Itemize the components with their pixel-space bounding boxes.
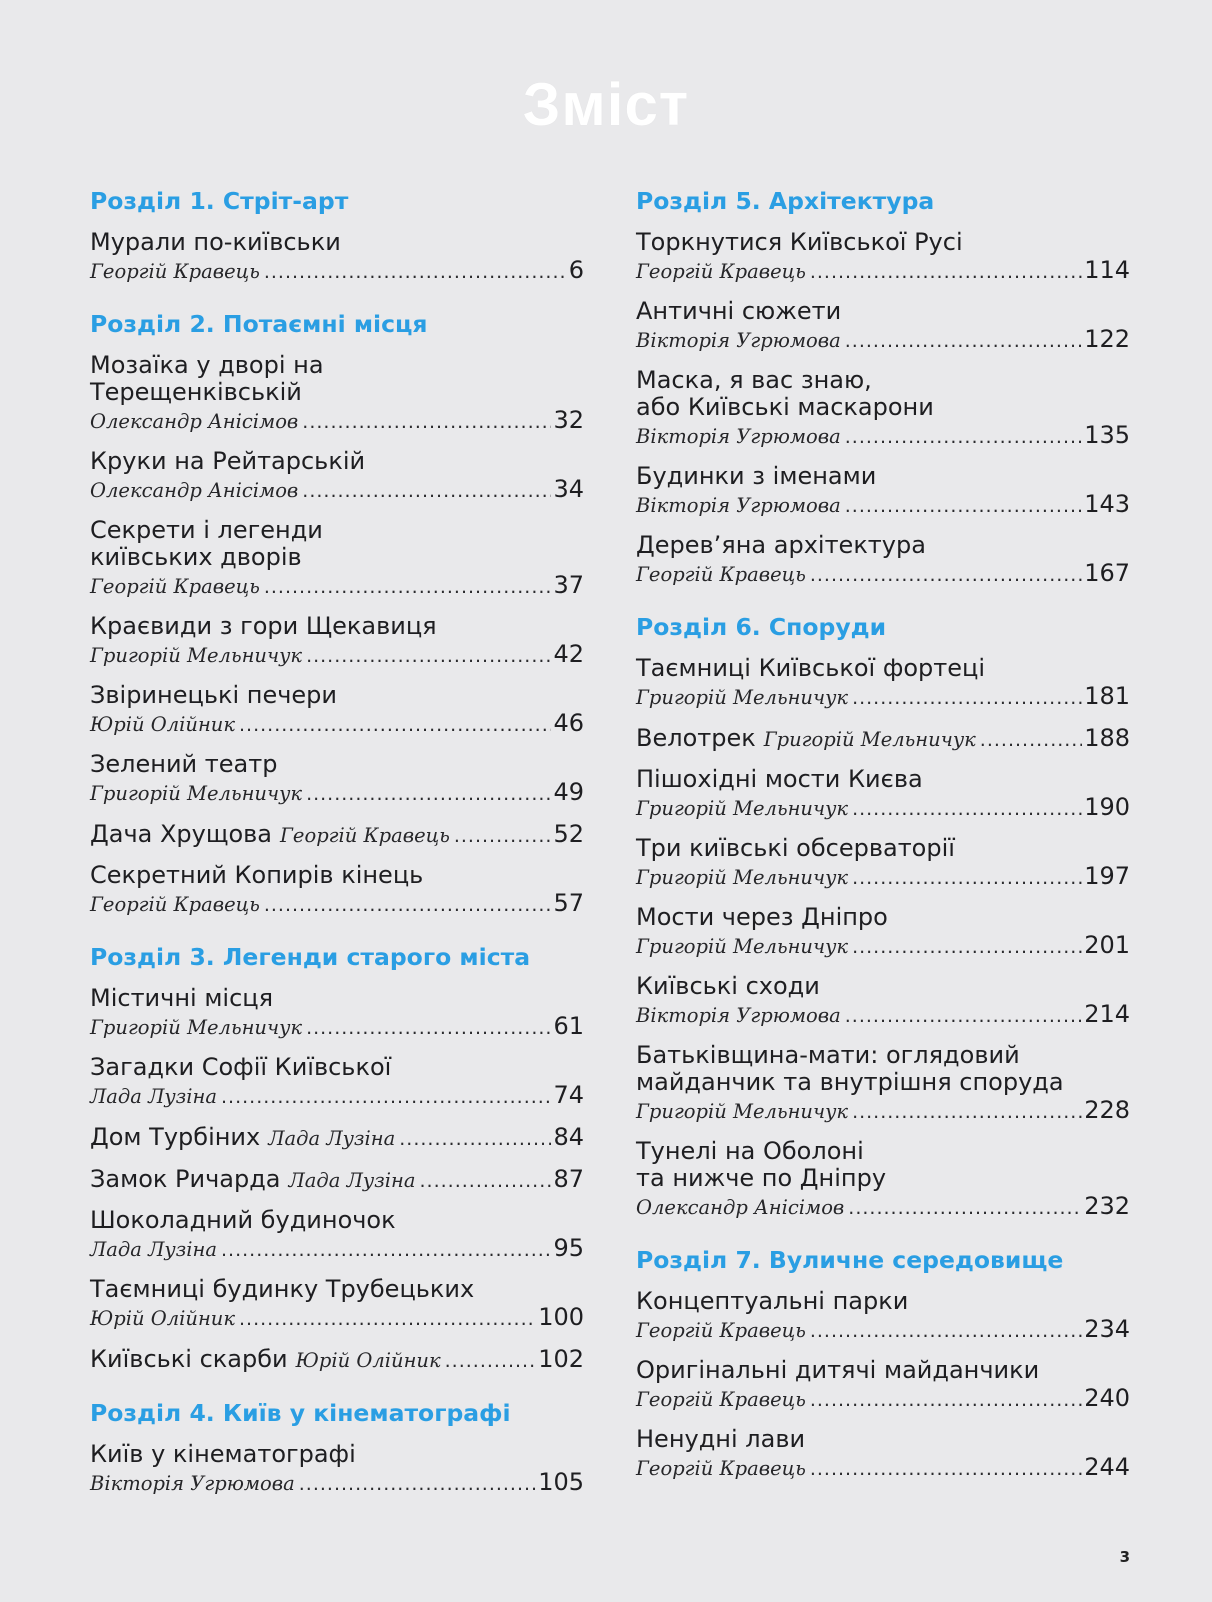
entry-line <box>636 931 1130 961</box>
entry-author: Лада Лузіна <box>288 1169 416 1192</box>
section-heading[interactable]: Розділ 2. Потаємні місця <box>90 310 428 338</box>
dot-leader <box>302 408 551 436</box>
entry-author: Георгій Кравець <box>90 575 260 598</box>
dot-leader <box>852 933 1082 961</box>
entry-author: Григорій Мельничук <box>636 935 849 958</box>
entry-title: Античні сюжети <box>636 297 842 325</box>
toc-entry[interactable] <box>90 985 584 1042</box>
entry-line <box>636 1096 1130 1126</box>
toc-entry[interactable] <box>90 1123 584 1153</box>
entry-author: Вікторія Угрюмова <box>90 1472 295 1495</box>
entry-page-number: 87 <box>553 1165 584 1193</box>
toc-entry[interactable] <box>636 367 1130 451</box>
entry-title: Замок Ричарда <box>90 1165 281 1193</box>
dot-leader <box>239 1305 536 1333</box>
entry-line <box>90 406 584 436</box>
toc-section <box>90 185 584 286</box>
dot-leader <box>239 711 551 739</box>
entry-line <box>636 490 1130 520</box>
toc-entry[interactable] <box>90 352 584 436</box>
entry-line <box>636 1384 1130 1414</box>
entry-page-number: 105 <box>538 1468 584 1496</box>
toc-entry[interactable] <box>90 1276 584 1333</box>
toc-section <box>90 308 584 919</box>
toc-entry[interactable] <box>90 448 584 505</box>
entry-author: Юрій Олійник <box>90 713 235 736</box>
section-heading[interactable]: Розділ 1. Стріт-арт <box>90 187 349 215</box>
dot-leader <box>980 726 1082 754</box>
entry-title: Мозаїка у дворі на Терещенківській <box>90 351 324 406</box>
entry-page-number: 100 <box>538 1303 584 1331</box>
dot-leader <box>852 684 1082 712</box>
toc-entry[interactable] <box>90 517 584 601</box>
entry-page-number: 197 <box>1084 862 1130 890</box>
entry-title: Маска, я вас знаю, або Київські маскарони <box>636 366 934 421</box>
entry-page-number: 74 <box>553 1081 584 1109</box>
entry-page-number: 143 <box>1084 490 1130 518</box>
entry-author: Григорій Мельничук <box>636 1100 849 1123</box>
entry-page-number: 6 <box>568 256 584 284</box>
entry-title: Мурали по-київськи <box>90 228 341 256</box>
entry-title: Пішохідні мости Києва <box>636 765 923 793</box>
entry-title: Велотрек <box>636 724 756 752</box>
entry-line <box>636 1000 1130 1030</box>
entry-title: Київ у кінематографі <box>90 1440 356 1468</box>
dot-leader <box>810 258 1082 286</box>
toc-entry[interactable] <box>636 1042 1130 1126</box>
entry-title: Звіринецькі печери <box>90 681 337 709</box>
entry-author: Григорій Мельничук <box>90 1016 303 1039</box>
entry-page-number: 114 <box>1084 256 1130 284</box>
dot-leader <box>810 1455 1082 1483</box>
entry-line <box>90 571 584 601</box>
toc-column-left <box>90 185 584 1520</box>
entry-line <box>90 1165 584 1195</box>
entry-title: Містичні місця <box>90 984 274 1012</box>
entry-page-number: 190 <box>1084 793 1130 821</box>
entry-page-number: 34 <box>553 475 584 503</box>
entry-author: Георгій Кравець <box>636 1319 806 1342</box>
toc-entry[interactable] <box>90 1165 584 1195</box>
entry-title: Краєвиди з гори Щекавиця <box>90 612 437 640</box>
entry-author: Григорій Мельничук <box>763 728 976 751</box>
entry-line <box>90 1234 584 1264</box>
toc-entry[interactable] <box>90 682 584 739</box>
entry-page-number: 240 <box>1084 1384 1130 1412</box>
toc-entry[interactable] <box>636 904 1130 961</box>
entry-author: Вікторія Угрюмова <box>636 494 841 517</box>
entry-title: Секретний Копирів кінець <box>90 861 424 889</box>
section-heading[interactable]: Розділ 7. Вуличне середовище <box>636 1246 1064 1274</box>
entry-title: Оригінальні дитячі майданчики <box>636 1356 1040 1384</box>
toc-section <box>636 611 1130 1222</box>
dot-leader <box>852 795 1082 823</box>
entry-line <box>90 709 584 739</box>
entry-line <box>90 1303 584 1333</box>
entry-page-number: 181 <box>1084 682 1130 710</box>
entry-title: Зелений театр <box>90 750 278 778</box>
entry-page-number: 46 <box>553 709 584 737</box>
entry-line <box>90 820 584 850</box>
entry-page-number: 57 <box>553 889 584 917</box>
entry-author: Олександр Анісімов <box>90 479 299 502</box>
entry-author: Григорій Мельничук <box>636 866 849 889</box>
entry-page-number: 167 <box>1084 559 1130 587</box>
entry-title: Таємниці Київської фортеці <box>636 654 986 682</box>
toc-entry[interactable] <box>636 1426 1130 1483</box>
entry-title: Таємниці будинку Трубецьких <box>90 1275 475 1303</box>
entry-page-number: 102 <box>538 1345 584 1373</box>
toc-entry[interactable] <box>636 835 1130 892</box>
dot-leader <box>845 492 1082 520</box>
entry-line <box>636 256 1130 286</box>
entry-page-number: 95 <box>553 1234 584 1262</box>
entry-line <box>90 475 584 505</box>
toc-entry[interactable] <box>636 766 1130 823</box>
entry-page-number: 188 <box>1084 724 1130 752</box>
dot-leader <box>852 864 1082 892</box>
entry-title: Ненудні лави <box>636 1425 806 1453</box>
toc-section <box>90 941 584 1375</box>
entry-page-number: 49 <box>553 778 584 806</box>
toc-entry[interactable] <box>636 1138 1130 1222</box>
dot-leader <box>852 1098 1082 1126</box>
toc-entry[interactable] <box>90 862 584 919</box>
toc-entry[interactable] <box>636 463 1130 520</box>
entry-line <box>90 256 584 286</box>
entry-line <box>90 1012 584 1042</box>
entry-page-number: 37 <box>553 571 584 599</box>
entry-author: Георгій Кравець <box>636 563 806 586</box>
dot-leader <box>848 1194 1082 1222</box>
entry-line <box>636 559 1130 589</box>
toc-column-right <box>636 185 1130 1505</box>
dot-leader <box>264 573 552 601</box>
page-title: Зміст <box>522 71 690 138</box>
entry-title: Дача Хрущова <box>90 820 272 848</box>
entry-page-number: 42 <box>553 640 584 668</box>
toc-entry[interactable] <box>636 298 1130 355</box>
entry-author: Георгій Кравець <box>636 1388 806 1411</box>
dot-leader <box>306 1014 551 1042</box>
entry-author: Юрій Олійник <box>90 1307 235 1330</box>
entry-title: Шоколадний будиночок <box>90 1206 396 1234</box>
entry-page-number: 61 <box>553 1012 584 1040</box>
toc-entry[interactable] <box>636 1357 1130 1414</box>
toc-entry[interactable] <box>90 820 584 850</box>
dot-leader <box>221 1236 551 1264</box>
entry-line <box>636 793 1130 823</box>
entry-title: Тунелі на Оболоні та нижче по Дніпру <box>636 1137 887 1192</box>
entry-author: Григорій Мельничук <box>636 686 849 709</box>
toc-section <box>90 1397 584 1498</box>
entry-author: Григорій Мельничук <box>636 797 849 820</box>
dot-leader <box>264 258 567 286</box>
entry-title: Київські сходи <box>636 972 820 1000</box>
toc-entry[interactable] <box>90 229 584 286</box>
dot-leader <box>306 642 551 670</box>
entry-author: Лада Лузіна <box>268 1127 396 1150</box>
toc-entry[interactable] <box>90 1207 584 1264</box>
section-heading[interactable]: Розділ 3. Легенди старого міста <box>90 943 531 971</box>
entry-author: Георгій Кравець <box>90 893 260 916</box>
dot-leader <box>810 1386 1082 1414</box>
toc-entry[interactable] <box>636 973 1130 1030</box>
entry-author: Лада Лузіна <box>90 1238 218 1261</box>
entry-author: Вікторія Угрюмова <box>636 425 841 448</box>
entry-author: Лада Лузіна <box>90 1085 218 1108</box>
entry-page-number: 32 <box>553 406 584 434</box>
entry-line <box>636 682 1130 712</box>
entry-author: Георгій Кравець <box>90 260 260 283</box>
entry-author: Георгій Кравець <box>636 1457 806 1480</box>
toc-section <box>636 1244 1130 1483</box>
entry-author: Григорій Мельничук <box>90 782 303 805</box>
entry-line <box>636 421 1130 451</box>
entry-author: Олександр Анісімов <box>90 410 299 433</box>
toc-entry[interactable] <box>90 1345 584 1375</box>
entry-line <box>636 724 1130 754</box>
entry-title: Київські скарби <box>90 1345 288 1373</box>
entry-author: Олександр Анісімов <box>636 1196 845 1219</box>
dot-leader <box>306 780 551 808</box>
dot-leader <box>221 1083 551 1111</box>
toc-entry[interactable] <box>636 229 1130 286</box>
entry-line <box>636 1315 1130 1345</box>
toc-entry[interactable] <box>90 613 584 670</box>
entry-author: Георгій Кравець <box>636 260 806 283</box>
dot-leader <box>845 1002 1082 1030</box>
entry-author: Вікторія Угрюмова <box>636 1004 841 1027</box>
toc-entry[interactable] <box>636 724 1130 754</box>
entry-line <box>90 640 584 670</box>
entry-line <box>90 889 584 919</box>
entry-line <box>636 325 1130 355</box>
toc-entry[interactable] <box>90 751 584 808</box>
toc-entry[interactable] <box>636 655 1130 712</box>
section-heading[interactable]: Розділ 6. Споруди <box>636 613 887 641</box>
entry-page-number: 244 <box>1084 1453 1130 1481</box>
entry-author: Вікторія Угрюмова <box>636 329 841 352</box>
toc-entry[interactable] <box>636 1288 1130 1345</box>
entry-title: Загадки Софії Київської <box>90 1053 392 1081</box>
entry-page-number: 214 <box>1084 1000 1130 1028</box>
entry-line <box>636 862 1130 892</box>
entry-line <box>90 778 584 808</box>
entry-line <box>90 1468 584 1498</box>
entry-page-number: 201 <box>1084 931 1130 959</box>
entry-page-number: 232 <box>1084 1192 1130 1220</box>
entry-title: Мости через Дніпро <box>636 903 888 931</box>
entry-page-number: 84 <box>553 1123 584 1151</box>
dot-leader <box>845 327 1082 355</box>
toc-entry[interactable] <box>90 1441 584 1498</box>
page-number: 3 <box>1119 1548 1130 1566</box>
dot-leader <box>845 423 1082 451</box>
dot-leader <box>264 891 552 919</box>
section-heading[interactable]: Розділ 4. Київ у кінематографі <box>90 1399 511 1427</box>
dot-leader <box>302 477 551 505</box>
entry-title: Батьківщина-мати: оглядовий майданчик та внутрішня споруда <box>636 1041 1064 1096</box>
entry-author: Юрій Олійник <box>295 1349 441 1372</box>
toc-entry[interactable] <box>636 532 1130 589</box>
dot-leader <box>454 822 552 850</box>
entry-page-number: 135 <box>1084 421 1130 449</box>
entry-title: Три київські обсерваторії <box>636 834 955 862</box>
entry-title: Концептуальні парки <box>636 1287 909 1315</box>
entry-title: Торкнутися Київської Русі <box>636 228 963 256</box>
entry-page-number: 228 <box>1084 1096 1130 1124</box>
entry-line <box>636 1192 1130 1222</box>
entry-author: Григорій Мельничук <box>90 644 303 667</box>
dot-leader <box>299 1470 536 1498</box>
entry-line <box>90 1081 584 1111</box>
entry-title: Дерев’яна архітектура <box>636 531 926 559</box>
dot-leader <box>810 1317 1082 1345</box>
entry-line <box>90 1123 584 1153</box>
toc-entry[interactable] <box>90 1054 584 1111</box>
dot-leader <box>420 1167 552 1195</box>
entry-line <box>90 1345 584 1375</box>
entry-title: Секрети і легенди київських дворів <box>90 516 323 571</box>
dot-leader <box>399 1125 551 1153</box>
entry-author: Георгій Кравець <box>280 824 450 847</box>
entry-line <box>636 1453 1130 1483</box>
dot-leader <box>445 1347 537 1375</box>
section-heading[interactable]: Розділ 5. Архітектура <box>636 187 935 215</box>
entry-title: Дом Турбіних <box>90 1123 261 1151</box>
toc-section <box>636 185 1130 589</box>
entry-title: Круки на Рейтарській <box>90 447 366 475</box>
entry-title: Будинки з іменами <box>636 462 877 490</box>
dot-leader <box>810 561 1082 589</box>
entry-page-number: 122 <box>1084 325 1130 353</box>
entry-page-number: 234 <box>1084 1315 1130 1343</box>
entry-page-number: 52 <box>553 820 584 848</box>
